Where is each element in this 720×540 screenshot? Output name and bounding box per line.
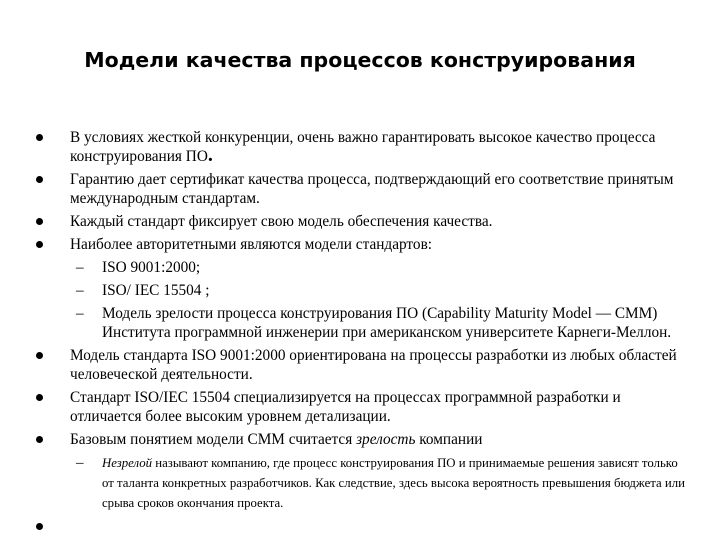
bullet-text: Базовым понятием модели СММ считается [70,431,357,448]
bullet-item [36,212,686,231]
bullet-item-empty [36,517,686,536]
dash-icon: – [76,305,84,322]
bullet-text-end: компании [415,431,483,448]
slide-title: Модели качества процессов конструирования [84,48,636,72]
bullet-item [36,346,686,384]
bullet-text-end: . [207,144,213,166]
bullet-item [36,235,686,254]
bullet-text-emphasis: зрелость [356,431,416,448]
dash-icon: – [76,282,84,299]
sub-item [36,304,686,342]
slide-content [36,128,686,540]
bullet-text: Стандарт ISO/IEC 15504 специализируется на процессах программной разработки и отличается более высоким уровнем детализации. [70,389,621,425]
bullet-icon [36,241,43,248]
bullet-item [36,430,686,449]
bullet-item [36,170,686,208]
sub-item [36,281,686,300]
bullet-text: Модель стандарта ISO 9001:2000 ориентирована на процессы разработки из любых областей человеческой деятельности. [70,347,677,383]
dash-icon: – [76,259,84,276]
bullet-icon [36,134,43,141]
bullet-item [36,128,686,166]
bullet-icon [36,176,43,183]
sub-item-emphasis: Незрелой [102,456,153,470]
sub-item-text: Модель зрелости процесса конструирования ПО (Capability Maturity Model — CMM) Института программной инженерии при американском университете Карнеги-Меллон. [102,305,672,341]
dash-icon: – [76,455,84,471]
bullet-icon [36,394,43,401]
bullet-icon [36,218,43,225]
sub-item [36,258,686,277]
bullet-icon [36,436,43,443]
bullet-icon [36,523,43,530]
sub-item-text: ISO/ IEC 15504 ; [102,282,210,299]
bullet-text: В условиях жесткой конкуренции, очень важно гарантировать высокое качество процесса конструирования ПО [70,129,656,165]
sub-item-text: ISO 9001:2000; [102,259,201,276]
bullet-icon [36,352,43,359]
bullet-text: Каждый стандарт фиксирует свою модель обеспечения качества. [70,213,493,230]
bullet-text: Наиболее авторитетными являются модели стандартов: [70,236,433,253]
bullet-text: Гарантию дает сертификат качества процесса, подтверждающий его соответствие принятым международным стандартам. [70,171,674,207]
bullet-item [36,388,686,426]
sub-item [36,453,686,513]
sub-item-text: называют компанию, где процесс конструирования ПО и принимаемые решения зависят только от таланта конкретных разработчиков. Как следствие, здесь высока вероятность превышения бюджета или срыва сроков окончания проекта. [102,456,685,510]
